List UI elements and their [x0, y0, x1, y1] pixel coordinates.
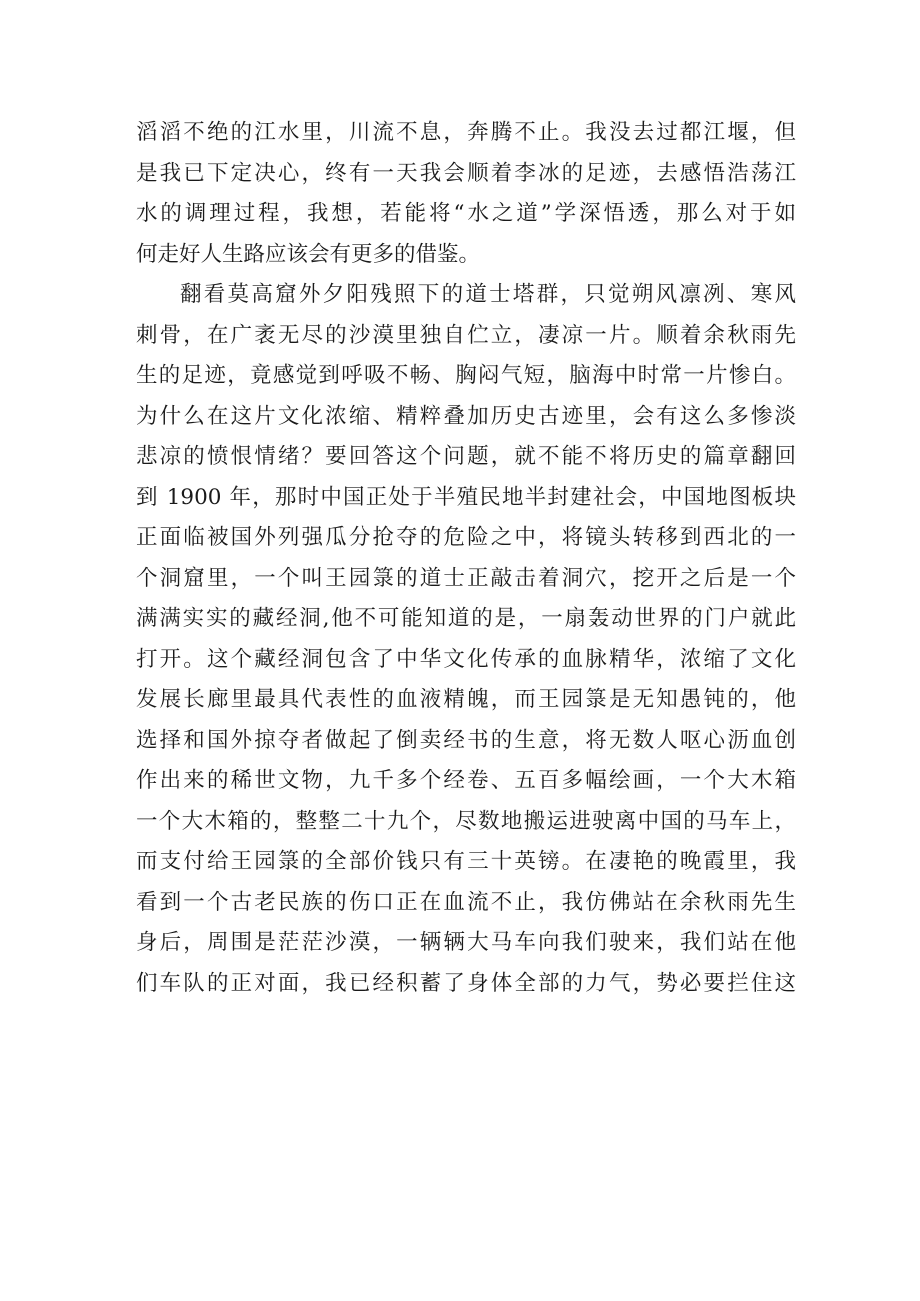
text-line: 正面临被国外列强瓜分抢夺的危险之中，将镜头转移到西北的一: [136, 525, 796, 550]
text-line: 悲凉的愤恨情绪？要回答这个问题，就不能不将历史的篇章翻回: [136, 444, 796, 469]
text-line: 选择和国外掠夺者做起了倒卖经书的生意，将无数人呕心沥血创: [136, 727, 796, 753]
text-line: 何走好人生路应该会有更多的借鉴。: [136, 241, 481, 267]
text-line: 滔滔不绝的江水里，川流不息，奔腾不止。我没去过都江堰，但: [136, 120, 796, 145]
text-line: 打开。这个藏经洞包含了中华文化传承的血脉精华，浓缩了文化: [136, 646, 796, 672]
text-line: 生的足迹，竟感觉到呼吸不畅、胸闷气短，脑海中时常一片惨白。: [136, 363, 796, 388]
text-line: 们车队的正对面，我已经积蓄了身体全部的力气，势必要拦住这: [136, 970, 796, 996]
text-line: 看到一个古老民族的伤口正在血流不止，我仿佛站在余秋雨先生: [136, 889, 796, 915]
text-line: 发展长廊里最具代表性的血液精魄，而王园箓是无知愚钝的，他: [136, 687, 796, 712]
text-line: 身后，周围是茫茫沙漠，一辆辆大马车向我们驶来，我们站在他: [136, 930, 796, 955]
text-line: 为什么在这片文化浓缩、精粹叠加历史古迹里，会有这么多惨淡: [136, 403, 796, 429]
text-line: 个洞窟里，一个叫王园箓的道士正敲击着洞穴，挖开之后是一个: [136, 565, 796, 591]
text-line: 水的调理过程，我想，若能将“水之道”学深悟透，那么对于如: [136, 201, 796, 226]
text-line: 满满实实的藏经洞,他不可能知道的是，一扇轰动世界的门户就此: [136, 606, 796, 631]
text-line: 到 1900 年，那时中国正处于半殖民地半封建社会，中国地图板块: [136, 484, 796, 510]
text-line: 一个大木箱的，整整二十九个，尽数地搬运进驶离中国的马车上，: [136, 808, 796, 834]
text-line: 翻看莫高窟外夕阳残照下的道士塔群，只觉朔风凛冽、寒风: [180, 282, 796, 307]
text-line: 刺骨，在广袤无尽的沙漠里独自伫立，凄凉一片。顺着余秋雨先: [136, 322, 796, 348]
body-text: [136, 113, 796, 1004]
text-line: 作出来的稀世文物，九千多个经卷、五百多幅绘画，一个大木箱: [136, 768, 796, 793]
text-line: 而支付给王园箓的全部价钱只有三十英镑。在凄艳的晚霞里，我: [136, 849, 796, 874]
text-line: 是我已下定决心，终有一天我会顺着李冰的足迹，去感悟浩荡江: [136, 160, 796, 186]
